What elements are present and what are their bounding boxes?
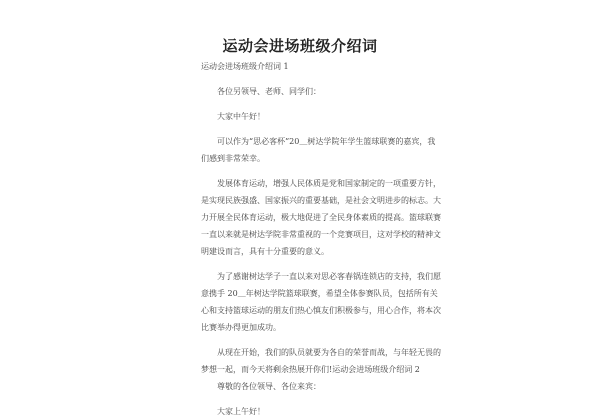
paragraph-gap <box>201 167 407 175</box>
body-line: 是实现民族强盛、国家振兴的重要基础，是社会文明进步的标志。大 <box>201 196 441 205</box>
body-line: 发展体育运动，增强人民体质是党和国家制定的一项重要方针， <box>217 179 441 188</box>
body-line: 比赛举办得更加成功。 <box>201 323 281 332</box>
body-line: 意携手 20＿年树达学院篮球联赛，希望全体参赛队员，包括所有关 <box>201 289 438 298</box>
paragraph-gap <box>201 260 407 268</box>
document-title: 运动会进场班级介绍词 <box>222 37 378 55</box>
body-line: 大家中午好！ <box>217 112 265 121</box>
document-body <box>201 58 441 420</box>
body-line: 一直以来就是树达学院非常重视的一个竞赛项目，这对学校的精神文 <box>201 230 441 239</box>
paragraph-gap <box>201 75 407 83</box>
paragraph-gap <box>201 395 407 403</box>
body-line: 尊敬的各位领导、各位来宾： <box>217 382 321 391</box>
paragraph-gap <box>201 100 407 108</box>
body-line: 从现在开始，我们的队员就要为各自的荣誉而战，与年轻无畏的 <box>217 348 441 357</box>
body-line: 梦想一起，而今天将剩余热展开你们!运动会进场班级介绍词 2 <box>201 365 420 374</box>
body-line: 运动会进场班级介绍词 1 <box>201 62 289 71</box>
paragraph-gap <box>201 336 407 344</box>
body-line: 心和支持篮球运动的朋友们热心慎友们积极参与，用心合作，将本次 <box>201 306 441 315</box>
body-line: 各位另领导、老师、同学们： <box>217 87 321 96</box>
body-line: 可以作为“思必客杯”20＿树达学院年学生篮球联赛的嘉宾，我 <box>217 137 436 146</box>
body-line: 为了感谢树达学子一直以来对思必客春锅连锁店的支持，我们愿 <box>217 272 441 281</box>
body-line: 大家上午好！ <box>217 407 265 416</box>
paragraph-gap <box>201 125 407 133</box>
body-line: 明建设而言，具有十分重要的意义。 <box>201 247 329 256</box>
body-line: 们感到非常荣幸。 <box>201 154 265 163</box>
body-line: 力开展全民体育运动，极大地促进了全民身体素质的提高。篮球联赛 <box>201 213 441 222</box>
